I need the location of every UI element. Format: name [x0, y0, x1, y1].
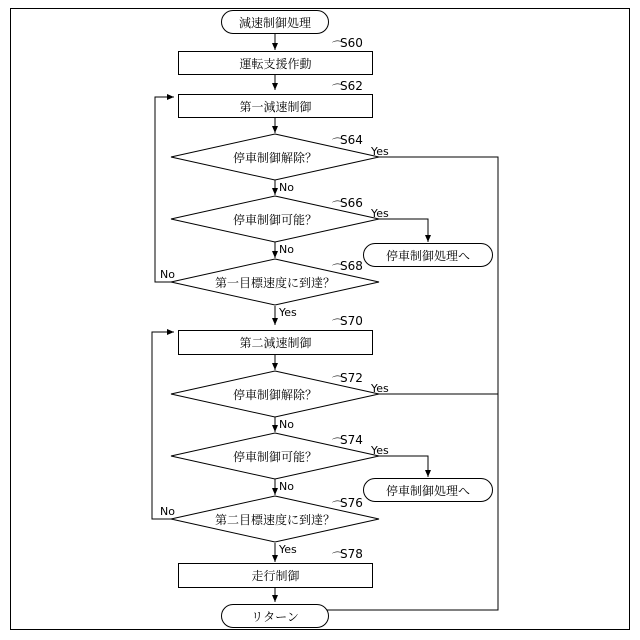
- step-label-s68: S68: [340, 259, 363, 273]
- step-tick-s60: ⌒: [332, 40, 343, 53]
- node-s62[interactable]: [178, 94, 373, 118]
- node-return[interactable]: [221, 604, 329, 628]
- node-s66-output-label: 停車制御処理へ: [385, 248, 470, 263]
- node-s66-label: 停車制御可能？: [232, 212, 317, 227]
- step-tick-s68: ⌒: [332, 263, 343, 276]
- branch-label-s74-yes: Yes: [371, 444, 389, 457]
- node-s78-label: 走行制御: [251, 569, 300, 583]
- node-start-label: 減速制御処理: [238, 15, 311, 30]
- node-s76-label: 第二目標速度に到達？: [214, 512, 335, 527]
- node-s60[interactable]: [178, 51, 373, 75]
- branch-label-s74-no: No: [279, 480, 294, 493]
- step-label-s70: S70: [340, 314, 363, 328]
- branch-label-s68-yes: Yes: [279, 306, 297, 319]
- node-return-label: リターン: [251, 609, 299, 624]
- step-label-s76: S76: [340, 496, 363, 510]
- branch-label-s72-no: No: [279, 418, 294, 431]
- node-s68-label: 第一目標速度に到達？: [214, 275, 335, 290]
- step-label-s78: S78: [340, 547, 363, 561]
- step-tick-s72: ⌒: [332, 375, 343, 388]
- node-s64-label: 停車制御解除？: [232, 150, 317, 165]
- step-tick-s70: ⌒: [332, 318, 343, 331]
- step-label-s60: S60: [340, 36, 363, 50]
- node-s74-output[interactable]: [363, 478, 493, 502]
- node-s60-label: 運転支援作動: [239, 56, 312, 71]
- branch-label-s68-no: No: [160, 268, 175, 281]
- node-s74-label: 停車制御可能？: [232, 449, 317, 464]
- step-tick-s66: ⌒: [332, 200, 343, 213]
- node-s72-label: 停車制御解除？: [232, 387, 317, 402]
- node-s70-label: 第二減速制御: [239, 336, 312, 350]
- node-s62-label: 第一減速制御: [239, 99, 312, 114]
- step-label-s64: S64: [340, 133, 363, 147]
- step-tick-s64: ⌒: [332, 137, 343, 150]
- node-s66-output[interactable]: [363, 243, 493, 267]
- branch-label-s64-yes: Yes: [371, 145, 389, 158]
- step-label-s72: S72: [340, 371, 363, 385]
- node-start[interactable]: [221, 10, 329, 34]
- node-s74-output-label: 停車制御処理へ: [385, 483, 470, 498]
- branch-label-s76-yes: Yes: [279, 543, 297, 556]
- node-s70[interactable]: [178, 330, 373, 355]
- step-tick-s62: ⌒: [332, 83, 343, 96]
- branch-label-s64-no: No: [279, 181, 294, 194]
- step-label-s74: S74: [340, 433, 363, 447]
- step-tick-s76: ⌒: [332, 500, 343, 513]
- node-s78[interactable]: [178, 563, 373, 588]
- branch-label-s76-no: No: [160, 505, 175, 518]
- step-tick-s74: ⌒: [332, 437, 343, 450]
- branch-label-s72-yes: Yes: [371, 382, 389, 395]
- step-tick-s78: ⌒: [332, 551, 343, 564]
- step-label-s66: S66: [340, 196, 363, 210]
- branch-label-s66-yes: Yes: [371, 207, 389, 220]
- branch-label-s66-no: No: [279, 243, 294, 256]
- step-label-s62: S62: [340, 79, 363, 93]
